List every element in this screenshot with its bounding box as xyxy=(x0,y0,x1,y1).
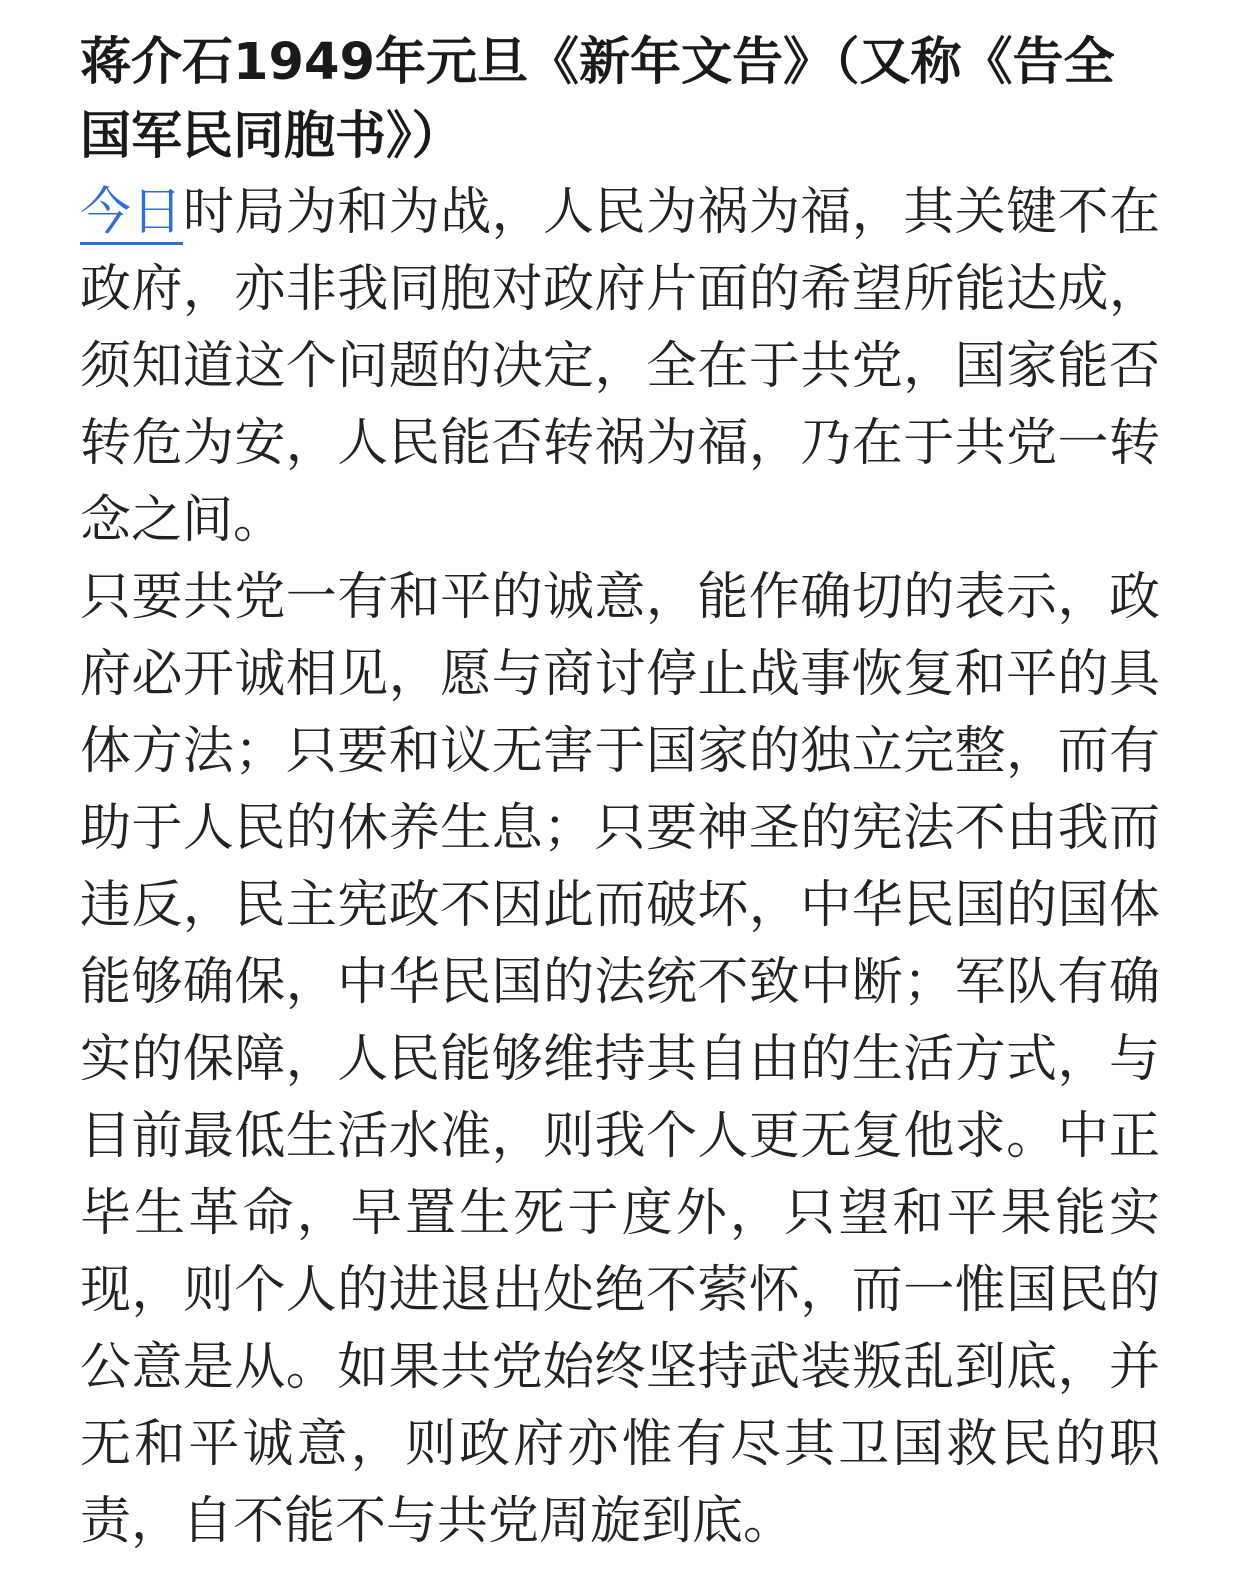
paragraph-2: 只要共党一有和平的诚意，能作确切的表示，政府必开诚相见，愿与商讨停止战事恢复和平的具体方法；只要和议无害于国家的独立完整，而有助于人民的休养生息；只要神圣的宪法不由我而违反，民主宪政不因此而破坏，中华民国的国体能够确保，中华民国的法统不致中断；军队有确实的保障，人民能够维持其自由的生活方式，与目前最低生活水准，则我个人更无复他求。中正毕生革命，早置生死于度外，只望和平果能实现，则个人的进退出处绝不萦怀，而一惟国民的公意是从。如果共党始终坚持武装叛乱到底，并无和平诚意，则政府亦惟有尽其卫国救民的职责，自不能不与共党周旋到底。 xyxy=(80,568,1160,1551)
today-link[interactable]: 今日 xyxy=(80,183,183,245)
paragraph-1-text: 时局为和为战，人民为祸为福，其关键不在政府，亦非我同胞对政府片面的希望所能达成，须知道这个问题的决定，全在于共党，国家能否转危为安，人民能否转祸为福，乃在于共党一转念之间。 xyxy=(80,183,1160,550)
article xyxy=(80,26,1160,1560)
paragraph-1 xyxy=(80,174,1160,559)
article-title: 蒋介石1949年元旦《新年文告》（又称《告全国军民同胞书》） xyxy=(80,33,1115,166)
